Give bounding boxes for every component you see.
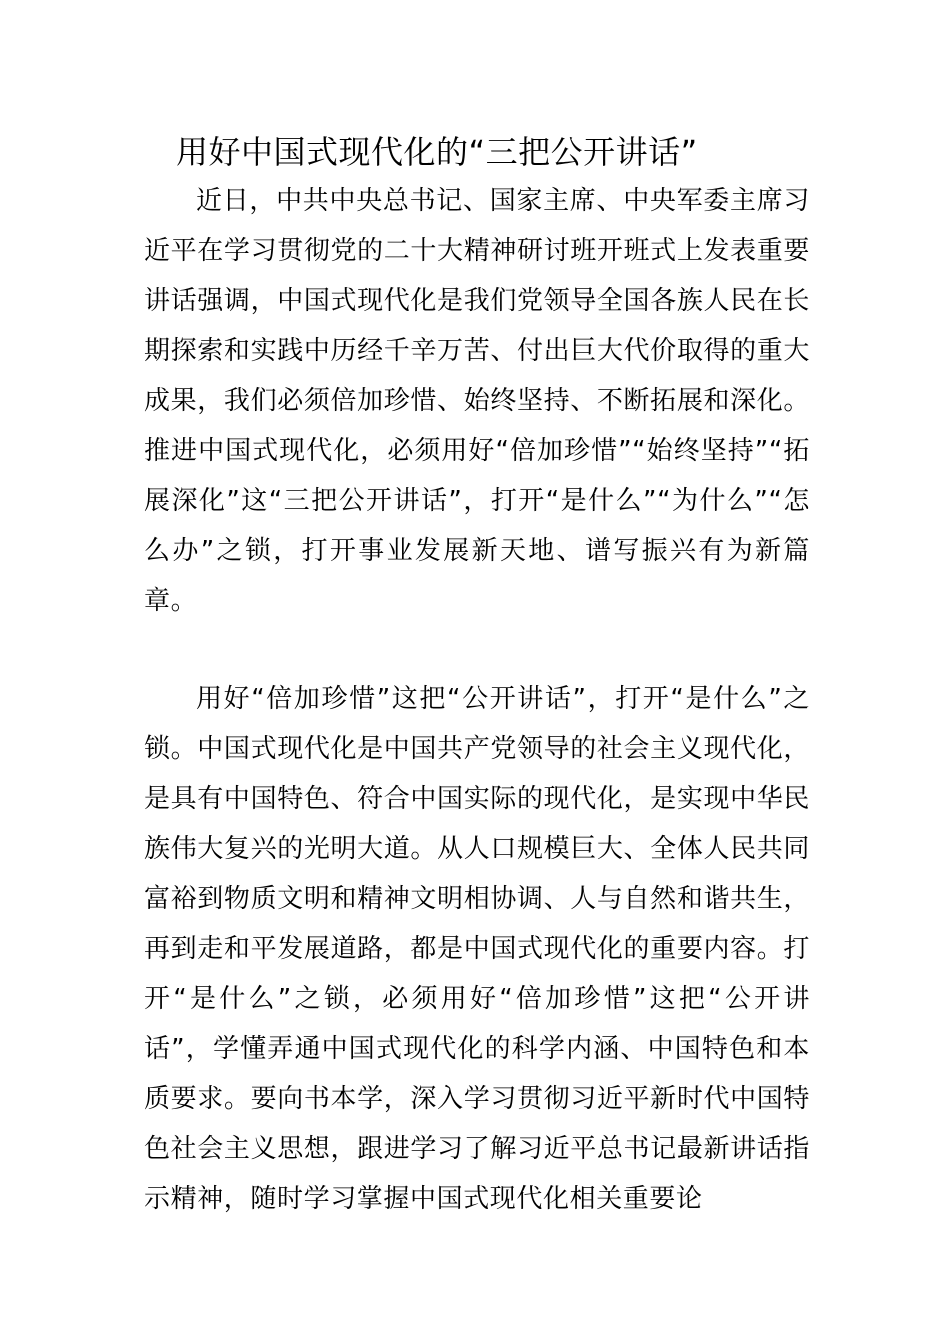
- paragraph-intro: 近日，中共中央总书记、国家主席、中央军委主席习近平在学习贯彻党的二十大精神研讨班开班式上发表重要讲话强调，中国式现代化是我们党领导全国各族人民在长期探索和实践中历经千辛万苦、付出巨大代价取得的重大成果，我们必须倍加珍惜、始终坚持、不断拓展和深化。推进中国式现代化，必须用好“倍加珍惜”“始终坚持”“拓展深化”这“三把公开讲话”，打开“是什么”“为什么”“怎么办”之锁，打开事业发展新天地、谱写振兴有为新篇章。: [144, 186, 810, 616]
- paragraph-cherish: 用好“倍加珍惜”这把“公开讲话”，打开“是什么”之锁。中国式现代化是中国共产党领导的社会主义现代化，是具有中国特色、符合中国实际的现代化，是实现中华民族伟大复兴的光明大道。从人口规模巨大、全体人民共同富裕到物质文明和精神文明相协调、人与自然和谐共生，再到走和平发展道路，都是中国式现代化的重要内容。打开“是什么”之锁，必须用好“倍加珍惜”这把“公开讲话”，学懂弄通中国式现代化的科学内涵、中国特色和本质要求。要向书本学，深入学习贯彻习近平新时代中国特色社会主义思想，跟进学习了解习近平总书记最新讲话指示精神，随时学习掌握中国式现代化相关重要论: [144, 684, 810, 1214]
- document-title: 用好中国式现代化的“三把公开讲话”: [176, 133, 698, 171]
